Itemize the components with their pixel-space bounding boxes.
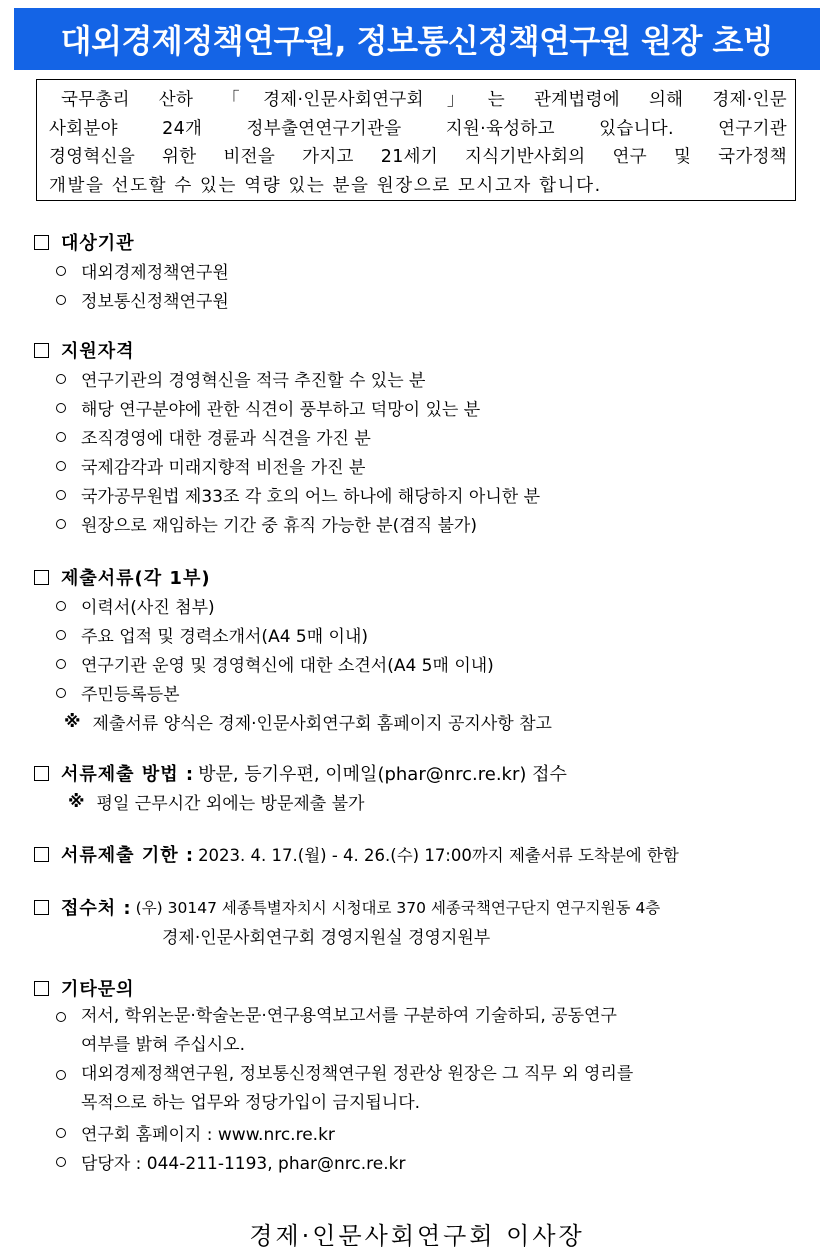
circle-bullet-icon (56, 1128, 66, 1138)
note (34, 707, 814, 736)
section-qualification (34, 336, 814, 538)
intro-line: 국무총리 산하 「경제·인문사회연구회」는 관계법령에 의해 경제·인문 (61, 90, 787, 110)
section-target (34, 228, 814, 314)
list-item-text: 저서, 학위논문·학술논문·연구용역보고서를 구분하여 기술하되, 공동연구 (81, 1006, 617, 1026)
list-item-continuation: 목적으로 하는 업무와 정당가입이 금지됩니다. (81, 1093, 421, 1113)
list-item-text: 이력서(사진 첨부) (81, 598, 215, 618)
list-item-text: 정보통신정책연구원 (81, 292, 229, 312)
section-heading (34, 759, 814, 787)
circle-bullet-icon (56, 403, 66, 413)
list-item-text: 담당자 : 044-211-1193, phar@nrc.re.kr (81, 1154, 406, 1174)
list-item (34, 591, 814, 620)
section-deadline (34, 840, 814, 868)
list-item-text: 조직경영에 대한 경륜과 식견을 가진 분 (81, 429, 371, 449)
intro-box (36, 79, 796, 201)
list-item (34, 1147, 814, 1176)
section-documents (34, 563, 814, 736)
list-item-text: 대외경제정책연구원, 정보통신정책연구원 정관상 원장은 그 직무 외 영리를 (81, 1064, 634, 1084)
list-item-text: 주요 업적 및 경력소개서(A4 5매 이내) (81, 627, 369, 647)
section-heading-label: 서류제출 기한 : (61, 845, 195, 866)
checkbox-square-icon (34, 900, 49, 915)
list-item (34, 285, 814, 314)
intro-line: 개발을 선도할 수 있는 역량 있는 분을 원장으로 모시고자 합니다. (49, 175, 602, 196)
list-item-text: 해당 연구분야에 관한 식견이 풍부하고 덕망이 있는 분 (81, 400, 481, 420)
section-heading (34, 228, 814, 256)
circle-bullet-icon (56, 601, 66, 611)
checkbox-square-icon (34, 343, 49, 358)
section-heading (34, 893, 814, 921)
list-item-text: 주민등록등본 (81, 685, 180, 705)
list-item-text: 국가공무원법 제33조 각 호의 어느 하나에 해당하지 아니한 분 (81, 487, 540, 507)
list-item (34, 620, 814, 649)
list-item (34, 1060, 814, 1118)
circle-bullet-icon (56, 374, 66, 384)
reference-mark-icon: ※ (64, 711, 81, 732)
section-receipt (34, 893, 814, 950)
list-item-text: 국제감각과 미래지향적 비전을 가진 분 (81, 458, 366, 478)
list-item (34, 256, 814, 285)
list-item (34, 649, 814, 678)
section-heading-label: 지원자격 (61, 341, 135, 362)
address-continuation: 경제·인문사회연구회 경영지원실 경영지원부 (162, 928, 491, 948)
reference-mark-icon: ※ (68, 791, 85, 812)
section-method (34, 759, 814, 816)
list-item (34, 422, 814, 451)
intro-line: 경영혁신을 위한 비전을 가지고 21세기 지식기반사회의 연구 및 국가정책 (49, 147, 787, 167)
section-heading-label: 접수처 : (61, 898, 132, 919)
list-item (34, 393, 814, 422)
section-heading (34, 336, 814, 364)
circle-bullet-icon (56, 1157, 66, 1167)
section-heading-label: 대상기관 (61, 233, 135, 254)
section-heading-text: 2023. 4. 17.(월) - 4. 26.(수) 17:00까지 제출서류 도착분에 한함 (198, 846, 679, 865)
circle-bullet-icon (56, 688, 66, 698)
circle-bullet-icon (56, 1070, 66, 1080)
circle-bullet-icon (56, 519, 66, 529)
list-item-text: 대외경제정책연구원 (81, 263, 229, 283)
list-item (34, 509, 814, 538)
note-text: 제출서류 양식은 경제·인문사회연구회 홈페이지 공지사항 참고 (92, 714, 552, 734)
section-heading-text: 방문, 등기우편, 이메일(phar@nrc.re.kr) 접수 (198, 764, 567, 785)
checkbox-square-icon (34, 570, 49, 585)
circle-bullet-icon (56, 659, 66, 669)
list-item-text: 원장으로 재임하는 기간 중 휴직 가능한 분(겸직 불가) (81, 516, 477, 536)
footer-signature: 경제·인문사회연구회 이사장 (249, 1222, 585, 1250)
note (34, 787, 814, 816)
list-item-text: 연구기관의 경영혁신을 적극 추진할 수 있는 분 (81, 371, 426, 391)
section-heading (34, 840, 814, 868)
circle-bullet-icon (56, 1012, 66, 1022)
section-heading-label: 서류제출 방법 : (61, 764, 195, 785)
circle-bullet-icon (56, 266, 66, 276)
checkbox-square-icon (34, 847, 49, 862)
list-item (34, 1002, 814, 1060)
circle-bullet-icon (56, 461, 66, 471)
intro-line: 사회분야 24개 정부출연연구기관을 지원·육성하고 있습니다. 연구기관 (49, 118, 787, 139)
circle-bullet-icon (56, 630, 66, 640)
section-heading-label: 제출서류(각 1부) (61, 568, 211, 589)
section-other (34, 974, 814, 1176)
circle-bullet-icon (56, 295, 66, 305)
note-text: 평일 근무시간 외에는 방문제출 불가 (96, 794, 365, 814)
list-item-text: 연구기관 운영 및 경영혁신에 대한 소견서(A4 5매 이내) (81, 656, 494, 676)
circle-bullet-icon (56, 432, 66, 442)
page-title: 대외경제정책연구원, 정보통신정책연구원 원장 초빙 (14, 8, 820, 70)
section-heading (34, 563, 814, 591)
list-item (34, 364, 814, 393)
checkbox-square-icon (34, 235, 49, 250)
section-heading-text: (우) 30147 세종특별자치시 시청대로 370 세종국책연구단지 연구지원동 4층 (135, 899, 661, 917)
list-item (34, 678, 814, 707)
list-item-text: 연구회 홈페이지 : www.nrc.re.kr (81, 1125, 335, 1145)
list-item (34, 480, 814, 509)
section-heading (34, 974, 814, 1002)
list-item-continuation: 여부를 밝혀 주십시오. (81, 1035, 246, 1055)
list-item (34, 451, 814, 480)
checkbox-square-icon (34, 766, 49, 781)
checkbox-square-icon (34, 981, 49, 996)
circle-bullet-icon (56, 490, 66, 500)
section-heading-label: 기타문의 (61, 979, 135, 1000)
list-item (34, 1118, 814, 1147)
